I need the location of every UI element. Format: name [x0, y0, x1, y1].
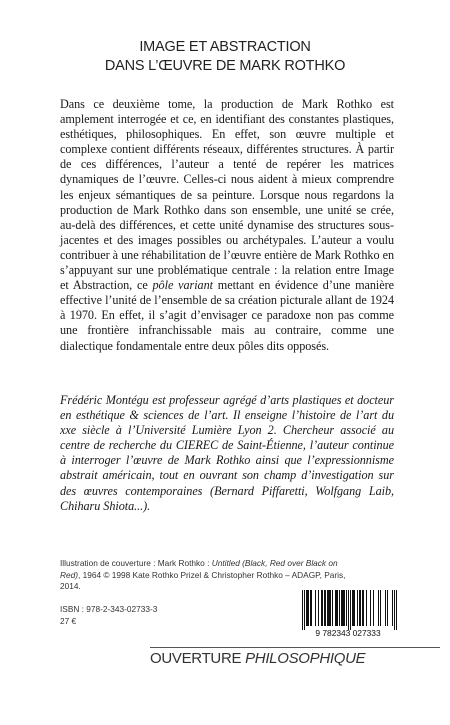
barcode-bar: [332, 590, 333, 626]
book-description: [60, 97, 394, 354]
barcode-bar: [315, 590, 316, 626]
barcode-bar: [324, 590, 325, 626]
barcode-bar: [306, 590, 307, 626]
barcode-bar: [307, 590, 308, 626]
barcode-bar: [330, 590, 331, 626]
barcode-bar: [321, 590, 322, 626]
barcode-bar: [329, 590, 330, 626]
barcode-bar: [342, 590, 343, 626]
barcode-bar: [354, 590, 355, 626]
barcode-bar: [339, 590, 340, 626]
barcode-bar: [373, 590, 374, 626]
barcode-bar: [341, 590, 342, 626]
credit-work-title: Untitled (Black, Red over Black on Red): [60, 558, 338, 580]
barcode-bar: [359, 590, 360, 626]
barcode-bar: [327, 590, 328, 626]
credit-prefix: Illustration de couverture : Mark Rothko :: [60, 558, 212, 568]
barcode-bar: [370, 590, 371, 626]
barcode-bar: [335, 590, 336, 626]
barcode-bar: [322, 590, 323, 626]
title-line-1: IMAGE ET ABSTRACTION: [139, 39, 311, 55]
isbn: ISBN : 978-2-343-02733-3: [60, 604, 158, 614]
description-emphasis: pôle variant: [152, 278, 213, 293]
barcode-bar: [366, 590, 367, 626]
author-bio: Frédéric Montégu est professeur agrégé d’arts plastiques et docteur en esthétique & sciences de l’art. Il enseigne l’histoire de l’art du xxe siècle à l’Université Lumière Lyon 2. Chercheur associé au centre de recherche du CIEREC de Saint-Étienne, l’auteur continue à interroger l’œuvre de Mark Rothko ainsi que l’expressionnisme abstrait américain, tout en ouvrant son champ d’investigation sur des œuvres contemporaines (Bernard Piffaretti, Wolfgang Laib, Chiharu Shiota...).: [60, 393, 394, 513]
barcode-bar: [350, 590, 351, 630]
barcode-bar: [363, 590, 364, 626]
barcode-bar: [385, 590, 386, 626]
barcode-bar: [308, 590, 309, 626]
book-title: [0, 38, 450, 76]
barcode-bar: [348, 590, 349, 630]
barcode-bar: [328, 590, 329, 626]
barcode-bar: [362, 590, 363, 626]
barcode-bar: [387, 590, 388, 626]
barcode-bar: [325, 590, 326, 626]
barcode-bar: [394, 590, 395, 630]
series-name: [150, 647, 440, 672]
barcode-bar: [311, 590, 312, 626]
barcode-bar: [318, 590, 319, 626]
barcode-bar: [392, 590, 393, 626]
barcode-bar: [346, 590, 347, 626]
description-text-1: Dans ce deuxième tome, la production de Mark Rothko est amplement interrogée et ce, en identifiant des constantes plastiques, esthétiques, philosophiques. En effet, son œuvre multiple et complexe contient différents réseaux, différentes structures. À partir de ces différences, l’auteur a tenté de repérer les matrices dynamiques de l’œuvre. Celles-ci nous aident à mieux comprendre les enjeux sémantiques de sa peinture. Lorsque nous regardons la production de Mark Rothko dans son ensemble, une unité se crée, au-delà des différences, et cette unité dynamise des structures sous-jacentes et des images possibles ou archétypales. L’auteur a voulu contribuer à une réhabilitation de l’œuvre entière de Mark Rothko en s’appuyant sur une problématique centrale : la relation entre Image et Abstraction, ce: [60, 97, 394, 293]
title-line-2: DANS L’ŒUVRE DE MARK ROTHKO: [104, 58, 346, 74]
barcode-bar: [310, 590, 311, 626]
barcode-bar: [396, 590, 397, 630]
series-word-1: OUVERTURE: [150, 650, 246, 667]
barcode-bar: [302, 590, 303, 630]
barcode-bar: [353, 590, 354, 626]
price: 27 €: [60, 616, 77, 626]
credit-suffix: , 1964 © 1998 Kate Rothko Prizel & Christopher Rothko – ADAGP, Paris, 2014.: [60, 569, 346, 592]
barcode-bar: [378, 590, 379, 626]
barcode-bar: [344, 590, 345, 626]
barcode-bar: [380, 590, 381, 626]
series-word-2: PHILOSOPHIQUE: [245, 650, 366, 667]
barcode-bar: [357, 590, 358, 626]
barcode-bar: [336, 590, 337, 626]
barcode-number: 9 782343 027333: [315, 628, 381, 638]
barcode-bar: [343, 590, 344, 626]
barcode-bar: [360, 590, 361, 626]
barcode-bar: [337, 590, 338, 626]
barcode: [296, 588, 400, 638]
description-text-2: mettant en évidence d’une manière effective l’unité de l’ensemble de sa création picturale allant de 1924 à 1970. En effet, il s’agit d’envisager ce paradoxe non pas comme une frontière infranchissable mais au contraire, comme une dialectique fondamentale entre deux pôles dits opposés.: [60, 278, 394, 353]
barcode-bar: [304, 590, 305, 630]
barcode-bar: [352, 590, 353, 626]
